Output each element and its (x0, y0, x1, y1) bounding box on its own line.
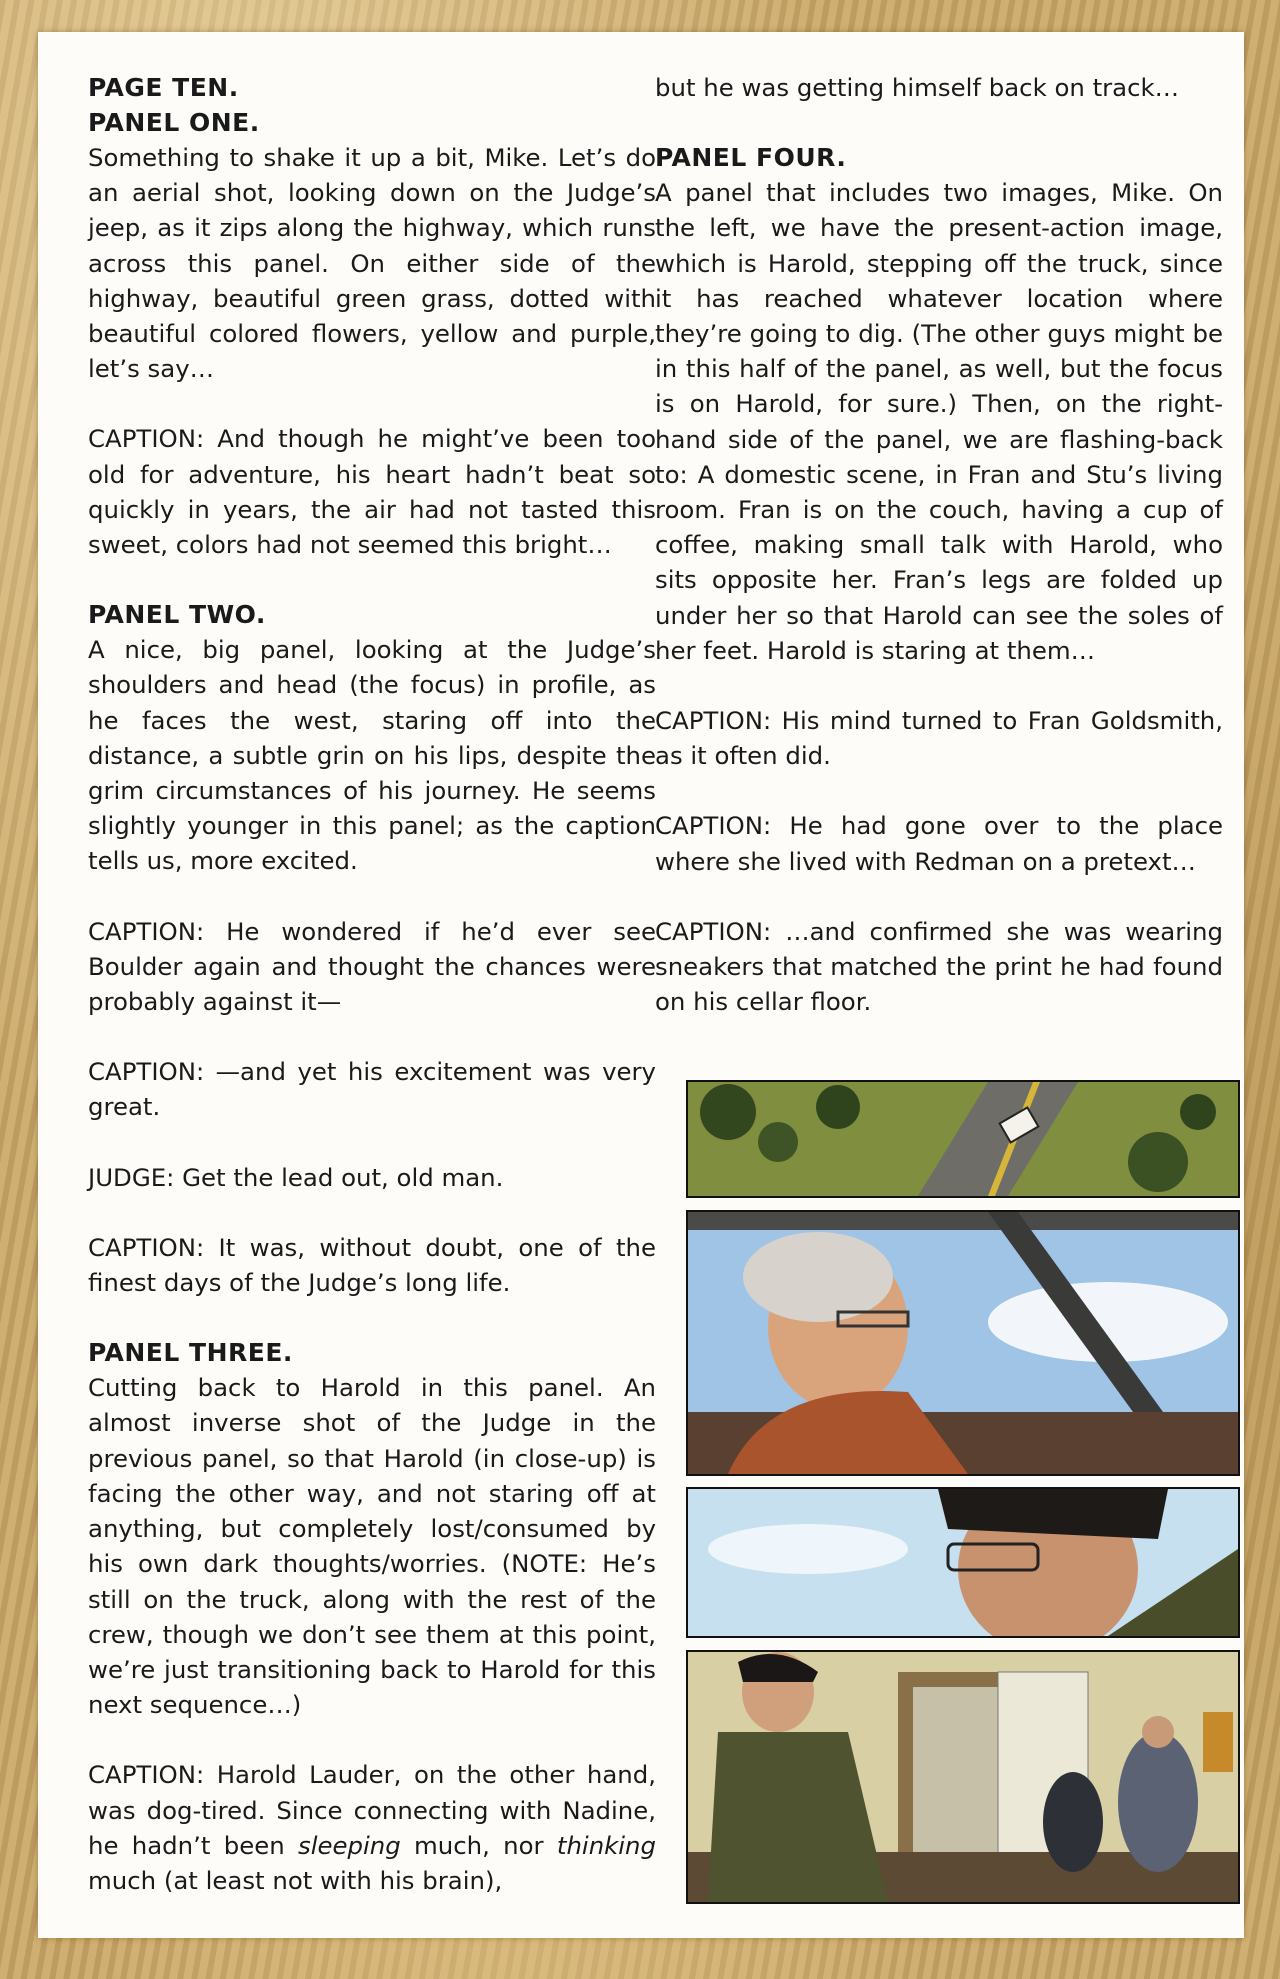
panel-two-caption-3: CAPTION: It was, without doubt, one of the finest days of the Judge’s long life. (88, 1232, 656, 1298)
caption-text: CAPTION: Harold Lauder, on the other hand, was dog-tired. Since connecting with Nadine, he hadn’t been (88, 1760, 656, 1860)
caption-emphasis: sleeping (298, 1830, 401, 1860)
panel-three-heading: PANEL THREE. (88, 1338, 293, 1368)
panel-four-caption-1: CAPTION: His mind turned to Fran Goldsmith, as it often did. (655, 706, 1223, 771)
caption-emphasis: thinking (556, 1830, 656, 1860)
caption-text: much, nor (400, 1830, 557, 1860)
judge-dialogue: JUDGE: Get the lead out, old man. (88, 1162, 504, 1192)
panel-two-description: A nice, big panel, looking at the Judge’s shoulders and head (the focus) in profile, as he faces the west, staring off into the distance, a subtle grin on his lips, despite the grim circumstances of his journey. He seems slightly younger in this panel; as the caption tells us, more excited. (88, 635, 656, 876)
panel-four-caption-2: CAPTION: He had gone over to the place where she lived with Redman on a pretext… (655, 811, 1223, 876)
panel-two-heading: PANEL TWO. (88, 600, 266, 630)
art-panel-harold-closeup (686, 1487, 1240, 1638)
panel-three-caption (88, 1757, 656, 1898)
art-panel-aerial-jeep (686, 1080, 1240, 1198)
panel-three-description: Cutting back to Harold in this panel. An almost inverse shot of the Judge in the previous panel, so that Harold (in close-up) is facing the other way, and not staring off at anything, but completely lost/consumed by his own dark thoughts/worries. (NOTE: He’s still on the truck, along with the rest of the crew, though we don’t see them at this point, we’re just transitioning back to Harold for this next sequence…) (88, 1373, 656, 1720)
panel-four-caption-3: CAPTION: …and confirmed she was wearing sneakers that matched the print he had found on his cellar floor. (655, 916, 1223, 1017)
panel-two-caption-1: CAPTION: He wondered if he’d ever see Boulder again and thought the chances were probably against it— (88, 916, 656, 1017)
panel-four-heading: PANEL FOUR. (655, 143, 847, 173)
panel-one-heading: PANEL ONE. (88, 108, 260, 137)
panel-four-description: A panel that includes two images, Mike. On the left, we have the present-action image, which is Harold, stepping off the truck, since it has reached whatever location where they’re going to dig. (The other guys might be in this half of the panel, as well, but the focus is on Harold, for sure.) Then, on the right-hand side of the panel, we are flashing-back to: A domestic scene, in Fran and Stu’s living room. Fran is on the couch, having a cup of coffee, making small talk with Harold, who sits opposite her. Fran’s legs are folded up under her so that Harold can see the soles of her feet. Harold is staring at them… (655, 178, 1223, 665)
left-column (88, 70, 656, 1933)
page-heading: PAGE TEN. (88, 73, 239, 102)
art-panel-harold-and-fran (686, 1650, 1240, 1904)
continuation-text: but he was getting himself back on track… (655, 73, 1180, 102)
caption-text: much (at least not with his brain), (88, 1865, 503, 1895)
panel-one-caption: CAPTION: And though he might’ve been too old for adventure, his heart hadn’t beat so quickly in years, the air had not tasted this sweet, colors had not seemed this bright… (88, 424, 656, 560)
art-panel-judge-driving (686, 1210, 1240, 1476)
script-page (38, 32, 1244, 1938)
panel-one-description: Something to shake it up a bit, Mike. Let’s do an aerial shot, looking down on the Judge’s jeep, as it zips along the highway, which runs across this panel. On either side of the highway, beautiful green grass, dotted with beautiful colored flowers, yellow and purple, let’s say… (88, 143, 656, 384)
panel-two-caption-2: CAPTION: —and yet his excitement was very great. (88, 1057, 656, 1122)
right-column (655, 70, 1223, 1054)
